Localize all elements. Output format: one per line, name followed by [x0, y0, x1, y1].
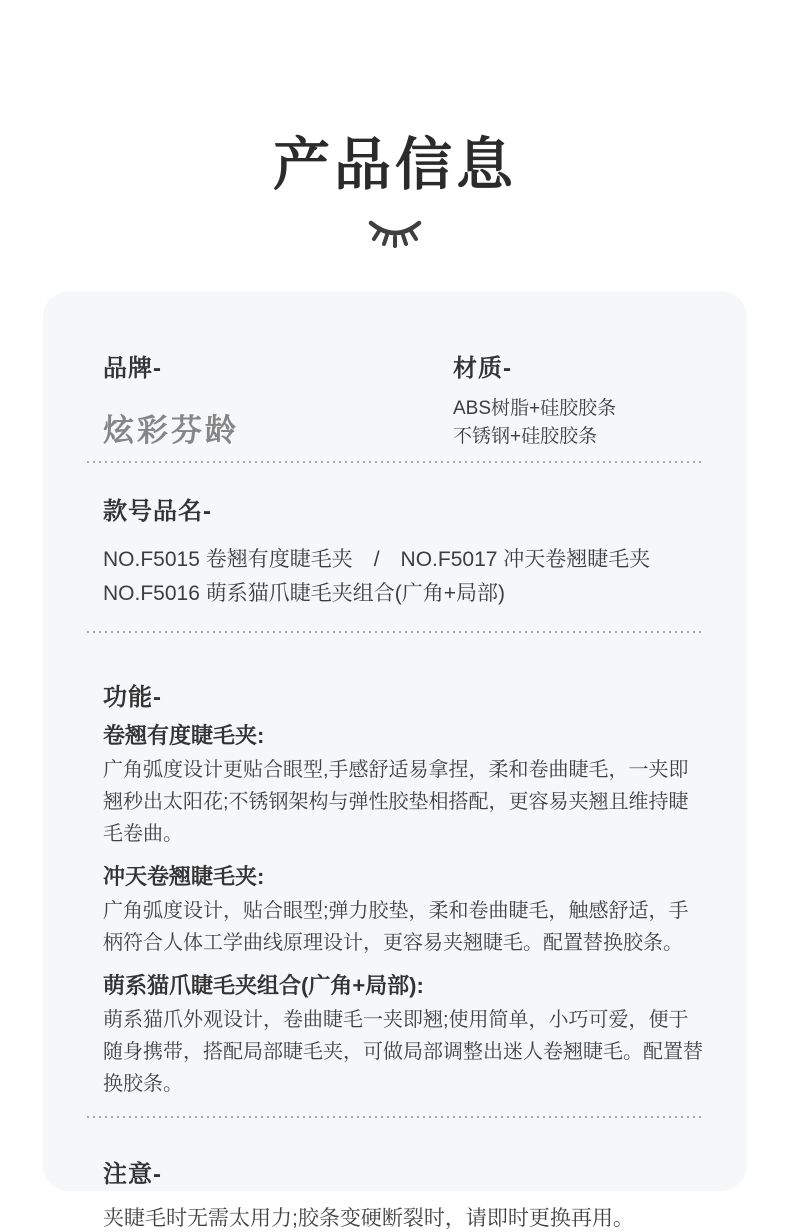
product-info-card [43, 291, 747, 1230]
feature-description: 萌系猫爪外观设计，卷曲睫毛一夹即翘;使用简单，小巧可爱，便于随身携带，搭配局部睫毛夹，可做局部调整出迷人卷翘睫毛。配置替换胶条。 [103, 1008, 703, 1095]
material-line: ABS树脂+硅胶胶条 [453, 397, 617, 419]
feature-name: 冲天卷翘睫毛夹: [103, 863, 265, 889]
brand-section [87, 355, 437, 461]
brand-logo: 炫彩芬龄 [103, 412, 239, 448]
material-section-label: 材质- [453, 354, 512, 382]
notice-text: 夹睫毛时无需太用力;胶条变硬断裂时，请即时更换再用。 [103, 1206, 634, 1230]
material-line: 不锈钢+硅胶胶条 [453, 425, 598, 447]
features-section-label: 功能- [103, 683, 162, 711]
closed-eye-lashes-icon [0, 215, 790, 251]
notice-section [87, 1119, 703, 1232]
models-section-label: 款号品名- [103, 497, 212, 525]
feature-item [87, 862, 703, 959]
models-section [87, 464, 703, 631]
feature-item [87, 971, 703, 1100]
feature-name: 卷翘有度睫毛夹: [103, 722, 265, 748]
page-title: 产品信息 [273, 133, 517, 197]
brand-material-row [87, 291, 703, 461]
notice-section-label: 注意- [103, 1160, 162, 1188]
material-section [437, 355, 703, 461]
feature-description: 广角弧度设计更贴合眼型,手感舒适易拿捏，柔和卷曲睫毛，一夹即翘秒出太阳花;不锈钢架构与弹性胶垫相搭配，更容易夹翘且维持睫毛卷曲。 [103, 758, 689, 845]
feature-description: 广角弧度设计，贴合眼型;弹力胶垫，柔和卷曲睫毛，触感舒适，手柄符合人体工学曲线原理设计，更容易夹翘睫毛。配置替换胶条。 [103, 899, 689, 954]
feature-item [87, 721, 703, 850]
features-section [87, 634, 703, 1116]
brand-section-label: 品牌- [103, 354, 162, 382]
model-line: NO.F5015 卷翘有度睫毛夹 / NO.F5017 冲天卷翘睫毛夹 [103, 547, 651, 571]
feature-name: 萌系猫爪睫毛夹组合(广角+局部): [103, 972, 424, 998]
model-line: NO.F5016 萌系猫爪睫毛夹组合(广角+局部) [103, 581, 505, 605]
